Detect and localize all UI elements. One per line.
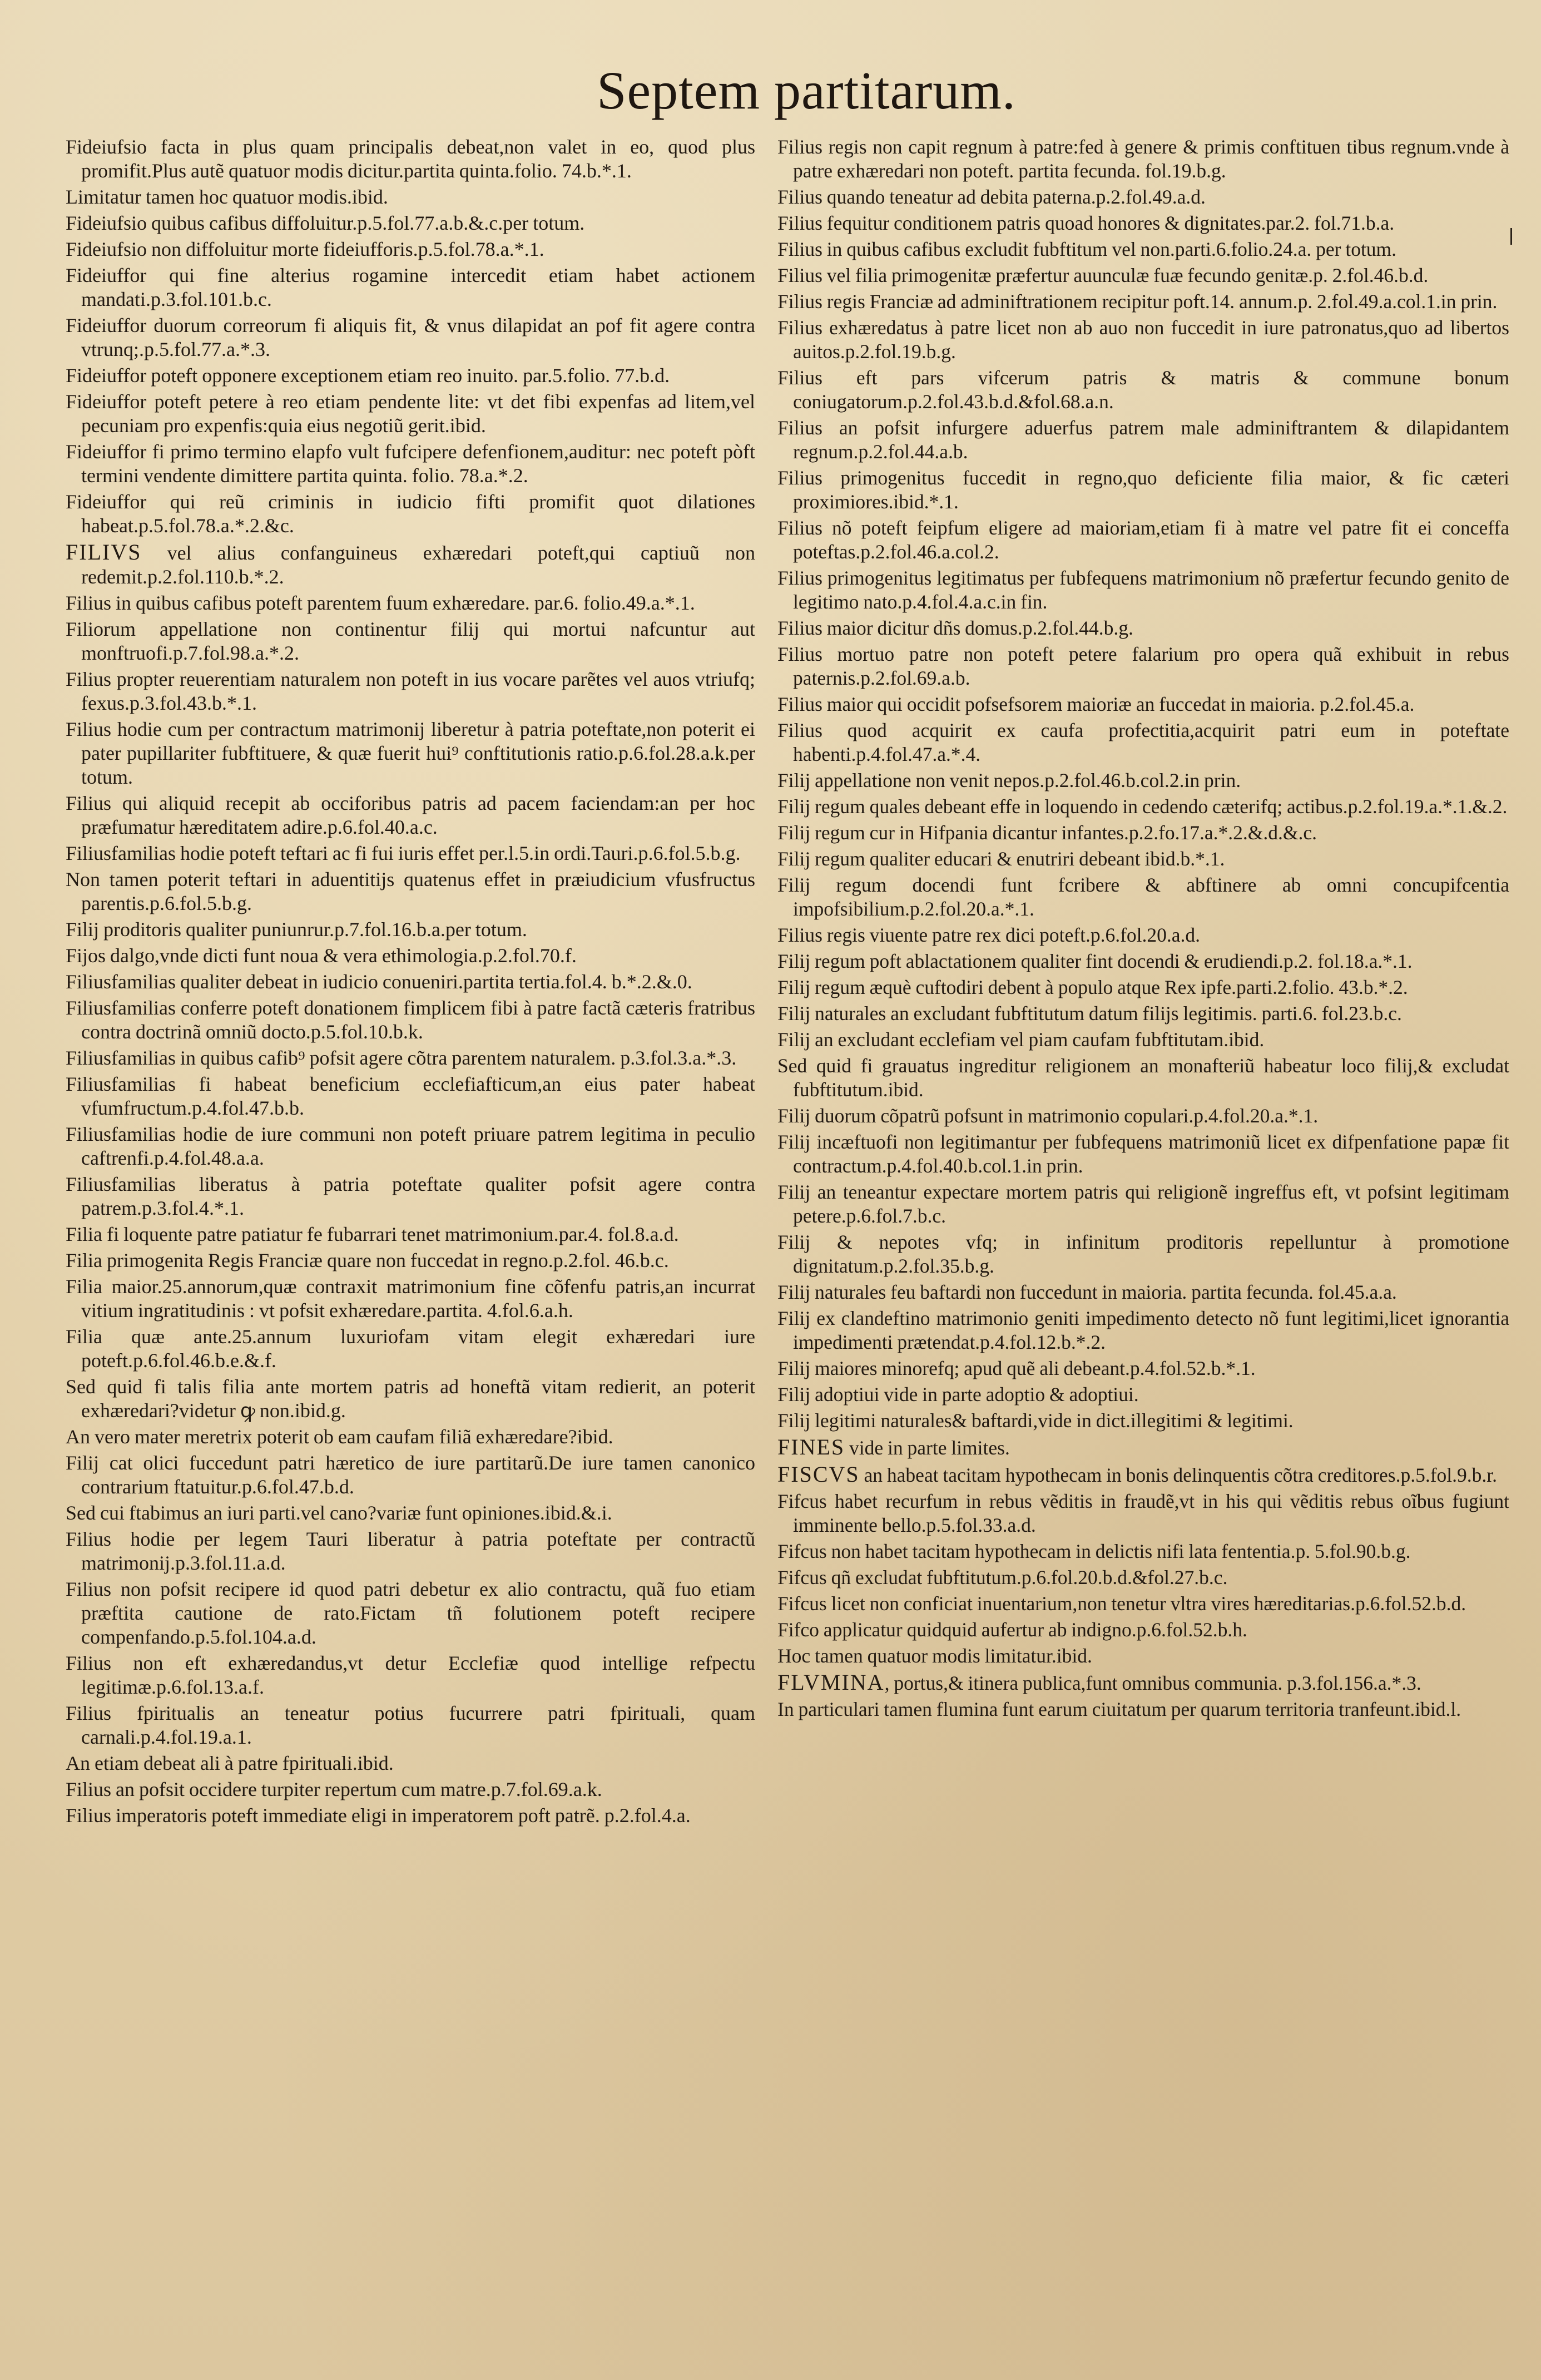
index-entry: Filius primogenitus legitimatus per fubfequens matrimonium nõ præfertur fecundo genito de legitimo nato.p.4.fol.4.a.c.in fin. bbox=[777, 567, 1509, 613]
index-entry: Filius quando teneatur ad debita paterna.p.2.fol.49.a.d. bbox=[777, 186, 1206, 208]
index-entry: Filij duorum cõpatrũ pofsunt in matrimonio copulari.p.4.fol.20.a.*.1. bbox=[777, 1105, 1319, 1127]
index-entry: FILIVS vel alius confanguineus exhæredari poteft,qui captiuũ non redemit.p.2.fol.110.b.*.2. bbox=[66, 540, 755, 588]
index-entry: Filij an excludant ecclefiam vel piam caufam fubftitutam.ibid. bbox=[777, 1028, 1265, 1051]
index-entry: Hoc tamen quatuor modis limitatur.ibid. bbox=[777, 1645, 1092, 1667]
index-entry: Filiusfamilias in quibus cafib⁹ pofsit agere cõtra parentem naturalem. p.3.fol.3.a.*.3. bbox=[66, 1047, 737, 1069]
index-entry: Filius exhæredatus à patre licet non ab auo non fuccedit in iure patronatus,quo ad libertos auitos.p.2.fol.19.b.g. bbox=[777, 316, 1509, 363]
index-entry: Filiusfamilias fi habeat beneficium ecclefiafticum,an eius pater habeat vfumfructum.p.4.fol.47.b.b. bbox=[66, 1073, 755, 1119]
index-entry: Filius regis non capit regnum à patre:fed à genere & primis conftituen tibus regnum.vnde à patre exhæredari non poteft. partita fecunda. fol.19.b.g. bbox=[777, 136, 1509, 182]
index-entry: Filia primogenita Regis Franciæ quare non fuccedat in regno.p.2.fol. 46.b.c. bbox=[66, 1249, 669, 1271]
index-entry: Filij regum quales debeant effe in loquendo in cedendo cæterifq; actibus.p.2.fol.19.a.*.1.&.2. bbox=[777, 795, 1508, 818]
index-entry: Fideiufsio non diffoluitur morte fideiufforis.p.5.fol.78.a.*.1. bbox=[66, 238, 544, 260]
index-entry: Filia fi loquente patre patiatur fe fubarrari tenet matrimonium.par.4. fol.8.a.d. bbox=[66, 1223, 679, 1245]
index-entry: Filiorum appellatione non continentur filij qui mortui nafcuntur aut monftruofi.p.7.fol.98.a.*.2. bbox=[66, 618, 755, 664]
index-entry: Filius an pofsit occidere turpiter repertum cum matre.p.7.fol.69.a.k. bbox=[66, 1778, 602, 1800]
index-entry: Fideiuffor fi primo termino elapfo vult fufcipere defenfionem,auditur: nec poteft pòft termini vendente dimittere partita quinta. folio. 78.a.*.2. bbox=[66, 441, 755, 487]
index-entry: Filij incæftuofi non legitimantur per fubfequens matrimoniũ licet ex difpenfatione papæ fit contractum.p.4.fol.40.b.col.1.in prin. bbox=[777, 1131, 1509, 1177]
index-entry: FINES vide in parte limites. bbox=[777, 1434, 1010, 1459]
index-entry: Filij regum cur in Hifpania dicantur infantes.p.2.fo.17.a.*.2.&.d.&.c. bbox=[777, 822, 1317, 844]
index-entry: Filius regis Franciæ ad adminiftrationem recipitur poft.14. annum.p. 2.fol.49.a.col.1.in prin. bbox=[777, 290, 1498, 313]
index-entry: Filij legitimi naturales& baftardi,vide in dict.illegitimi & legitimi. bbox=[777, 1409, 1294, 1432]
index-entry: Fifcus licet non conficiat inuentarium,non tenetur vltra vires hæreditarias.p.6.fol.52.b.d. bbox=[777, 1592, 1466, 1615]
index-entry: Filius fpiritualis an teneatur potius fucurrere patri fpirituali, quam carnali.p.4.fol.19.a.1. bbox=[66, 1702, 755, 1748]
index-entry: FLVMINA, portus,& itinera publica,funt omnibus communia. p.3.fol.156.a.*.3. bbox=[777, 1670, 1421, 1695]
index-entry: Fideiuffor qui reũ criminis in iudicio fifti promifit quot dilationes habeat.p.5.fol.78.a.*.2.&c. bbox=[66, 491, 755, 537]
index-entry: Limitatur tamen hoc quatuor modis.ibid. bbox=[66, 186, 388, 208]
index-entry: Filij proditoris qualiter puniunrur.p.7.fol.16.b.a.per totum. bbox=[66, 918, 527, 941]
index-entry: Filius an pofsit infurgere aduerfus patrem male adminiftrantem & dilapidantem regnum.p.2.fol.44.a.b. bbox=[777, 417, 1509, 463]
index-entry: Sed cui ftabimus an iuri parti.vel cano?variæ funt opiniones.ibid.&.i. bbox=[66, 1502, 612, 1524]
index-entry: Filius fequitur conditionem patris quoad honores & dignitates.par.2. fol.71.b.a. bbox=[777, 212, 1395, 234]
index-entry: Fideiuffor poteft opponere exceptionem etiam reo inuito. par.5.folio. 77.b.d. bbox=[66, 364, 670, 387]
index-entry: Filius vel filia primogenitæ præfertur auunculæ fuæ fecundo genitæ.p. 2.fol.46.b.d. bbox=[777, 264, 1429, 286]
index-entry: Filiusfamilias hodie de iure communi non poteft priuare patrem legitima in peculio caftrenfi.p.4.fol.48.a.a. bbox=[66, 1123, 755, 1169]
index-entry: Fifco applicatur quidquid aufertur ab indigno.p.6.fol.52.b.h. bbox=[777, 1619, 1247, 1641]
index-entry: Non tamen poterit teftari in aduentitijs quatenus effet in præiudicium vfusfructus parentis.p.6.fol.5.b.g. bbox=[66, 868, 755, 914]
right-column bbox=[777, 135, 1509, 1724]
index-entry: Filia maior.25.annorum,quæ contraxit matrimonium fine cõfenfu patris,an incurrat vitium ingratitudinis : vt pofsit exhæredare.partita. 4.fol.6.a.h. bbox=[66, 1275, 755, 1322]
index-entry: Filiusfamilias liberatus à patria poteftate qualiter pofsit agere contra patrem.p.3.fol.4.*.1. bbox=[66, 1173, 755, 1219]
index-entry: Filius nõ poteft feipfum eligere ad maioriam,etiam fi à matre vel patre fit ei conceffa poteftas.p.2.fol.46.a.col.2. bbox=[777, 517, 1509, 563]
index-entry: Sed quid fi grauatus ingreditur religionem an monafteriũ habeatur loco filij,& excludat fubftitutum.ibid. bbox=[777, 1055, 1509, 1101]
index-entry: Fideiuffor poteft petere à reo etiam pendente lite: vt det fibi expenfas ad litem,vel pecuniam pro expenfis:quia eius negotiũ gerit.ibid. bbox=[66, 390, 755, 437]
left-column bbox=[66, 135, 755, 1830]
index-entry: Filij naturales feu baftardi non fuccedunt in maioria. partita fecunda. fol.45.a.a. bbox=[777, 1281, 1397, 1303]
index-entry: Filius non pofsit recipere id quod patri debetur ex alio contractu, quã fuo etiam præftita cautione de rato.Fictam tñ folutionem poteft recipere compenfando.p.5.fol.104.a.d. bbox=[66, 1578, 755, 1648]
index-entry: Filius hodie cum per contractum matrimonij liberetur à patria poteftate,non poterit ei pater pupillariter fubftituere, & quæ fuerit hui⁹ conftitutionis ratio.p.6.fol.28.a.k.per totum. bbox=[66, 718, 755, 788]
index-entry: Filius hodie per legem Tauri liberatur à patria poteftate per contractũ matrimonij.p.3.fol.11.a.d. bbox=[66, 1528, 755, 1574]
index-entry: Filius propter reuerentiam naturalem non poteft in ius vocare parẽtes vel auos vtriufq; fexus.p.3.fol.43.b.*.1. bbox=[66, 668, 755, 714]
index-entry: Filij regum æquè cuftodiri debent à populo atque Rex ipfe.parti.2.folio. 43.b.*.2. bbox=[777, 976, 1408, 998]
index-entry: Filij maiores minorefq; apud quẽ ali debeant.p.4.fol.52.b.*.1. bbox=[777, 1357, 1256, 1379]
index-entry: Filius quod acquirit ex caufa profectitia,acquirit patri eum in poteftate habenti.p.4.fol.47.a.*.4. bbox=[777, 719, 1509, 765]
index-entry: Fideiufsio facta in plus quam principalis debeat,non valet in eo, quod plus promifit.Plus autẽ quatuor modis dicitur.partita quinta.folio. 74.b.*.1. bbox=[66, 136, 755, 182]
index-entry: Filiusfamilias qualiter debeat in iudicio conueniri.partita tertia.fol.4. b.*.2.&.0. bbox=[66, 971, 692, 993]
index-entry: Filij adoptiui vide in parte adoptio & adoptiui. bbox=[777, 1383, 1139, 1406]
index-entry: Filij regum poft ablactationem qualiter fint docendi & erudiendi.p.2. fol.18.a.*.1. bbox=[777, 950, 1413, 972]
index-entry: Fifcus qñ excludat fubftitutum.p.6.fol.20.b.d.&fol.27.b.c. bbox=[777, 1566, 1228, 1589]
index-entry: Filius eft pars vifcerum patris & matris & commune bonum coniugatorum.p.2.fol.43.b.d.&fol.68.a.n. bbox=[777, 367, 1509, 413]
index-entry: Filius in quibus cafibus excludit fubftitum vel non.parti.6.folio.24.a. per totum. bbox=[777, 238, 1397, 260]
running-head: Septem partitarum. bbox=[597, 61, 1016, 120]
index-entry: Fifcus non habet tacitam hypothecam in delictis nifi lata fententia.p. 5.fol.90.b.g. bbox=[777, 1540, 1411, 1562]
index-entry: FISCVS an habeat tacitam hypothecam in bonis delinquentis cõtra creditores.p.5.fol.9.b.r. bbox=[777, 1462, 1498, 1487]
index-entry: Filius in quibus cafibus poteft parentem fuum exhæredare. par.6. folio.49.a.*.1. bbox=[66, 592, 695, 614]
index-entry: Filij an teneantur expectare mortem patris qui religionẽ ingreffus eft, vt pofsint legitimam petere.p.6.fol.7.b.c. bbox=[777, 1181, 1509, 1227]
index-entry: Fideiuffor duorum correorum fi aliquis fit, & vnus dilapidat an pof fit agere contra vtrunq;.p.5.fol.77.a.*.3. bbox=[66, 314, 755, 360]
index-entry: Filius maior dicitur dñs domus.p.2.fol.44.b.g. bbox=[777, 617, 1133, 639]
index-entry: Sed quid fi talis filia ante mortem patris ad honeftã vitam redierit, an poterit exhæredari?videtur ꝙ non.ibid.g. bbox=[66, 1375, 755, 1422]
index-entry: Fifcus habet recurfum in rebus vẽditis in fraudẽ,vt in his qui vẽditis rebus oĩbus fugiunt imminente bello.p.5.fol.33.a.d. bbox=[777, 1490, 1509, 1536]
index-entry: Filiusfamilias conferre poteft donationem fimplicem fibi à patre factã cæteris fratribus contra doctrinã omniũ docto.p.5.fol.10.b.k. bbox=[66, 997, 755, 1043]
index-entry: An etiam debeat ali à patre fpirituali.ibid. bbox=[66, 1752, 394, 1774]
index-entry: Fideiuffor qui fine alterius rogamine intercedit etiam habet actionem mandati.p.3.fol.101.b.c. bbox=[66, 264, 755, 310]
index-entry: Fijos dalgo,vnde dicti funt noua & vera ethimologia.p.2.fol.70.f. bbox=[66, 944, 577, 967]
index-entry: Filiusfamilias hodie poteft teftari ac fi fui iuris effet per.l.5.in ordi.Tauri.p.6.fol.5.b.g. bbox=[66, 842, 741, 864]
index-entry: Filij cat olici fuccedunt patri hæretico de iure partitarũ.De iure tamen canonico contrarium ftatuitur.p.6.fol.47.b.d. bbox=[66, 1452, 755, 1498]
index-entry: Filij naturales an excludant fubftitutum datum filijs legitimis. parti.6. fol.23.b.c. bbox=[777, 1002, 1402, 1025]
index-entry: Filia quæ ante.25.annum luxuriofam vitam elegit exhæredari iure poteft.p.6.fol.46.b.e.&.f. bbox=[66, 1325, 755, 1372]
index-entry: Filius imperatoris poteft immediate eligi in imperatorem poft patrẽ. p.2.fol.4.a. bbox=[66, 1804, 691, 1827]
index-entry: Filius primogenitus fuccedit in regno,quo deficiente filia maior, & fic cæteri proximiores.ibid.*.1. bbox=[777, 467, 1509, 513]
index-entry: Filius maior qui occidit pofsefsorem maioriæ an fuccedat in maioria. p.2.fol.45.a. bbox=[777, 693, 1415, 715]
index-entry: Fideiufsio quibus cafibus diffoluitur.p.5.fol.77.a.b.&.c.per totum. bbox=[66, 212, 585, 234]
index-entry: Filius non eft exhæredandus,vt detur Ecclefiæ quod intellige refpectu legitimæ.p.6.fol.13.a.f. bbox=[66, 1652, 755, 1698]
index-entry: Filij appellatione non venit nepos.p.2.fol.46.b.col.2.in prin. bbox=[777, 769, 1241, 791]
index-entry: An vero mater meretrix poterit ob eam caufam filiã exhæredare?ibid. bbox=[66, 1426, 613, 1448]
index-entry: Filij ex clandeftino matrimonio geniti impedimento detecto nõ funt legitimi,licet ignorantia impedimenti prætendat.p.4.fol.12.b.*.2. bbox=[777, 1307, 1509, 1353]
index-entry: Filius regis viuente patre rex dici poteft.p.6.fol.20.a.d. bbox=[777, 924, 1201, 946]
index-entry: Filius qui aliquid recepit ab occiforibus patris ad pacem faciendam:an per hoc præfumatur hæreditatem adire.p.6.fol.40.a.c. bbox=[66, 792, 755, 838]
index-entry: Filij & nepotes vfq; in infinitum proditoris repelluntur à promotione dignitatum.p.2.fol.35.b.g. bbox=[777, 1231, 1509, 1277]
index-entry: Filij regum qualiter educari & enutriri debeant ibid.b.*.1. bbox=[777, 848, 1225, 870]
index-entry: In particulari tamen flumina funt earum ciuitatum per quarum territoria tranfeunt.ibid.l. bbox=[777, 1698, 1461, 1720]
index-entry: Filij regum docendi funt fcribere & abftinere ab omni concupifcentia impofsibilium.p.2.fol.20.a.*.1. bbox=[777, 874, 1509, 920]
margin-mark bbox=[1510, 228, 1512, 245]
index-entry: Filius mortuo patre non poteft petere falarium pro opera quã exhibuit in rebus paternis.p.2.fol.69.a.b. bbox=[777, 643, 1509, 689]
